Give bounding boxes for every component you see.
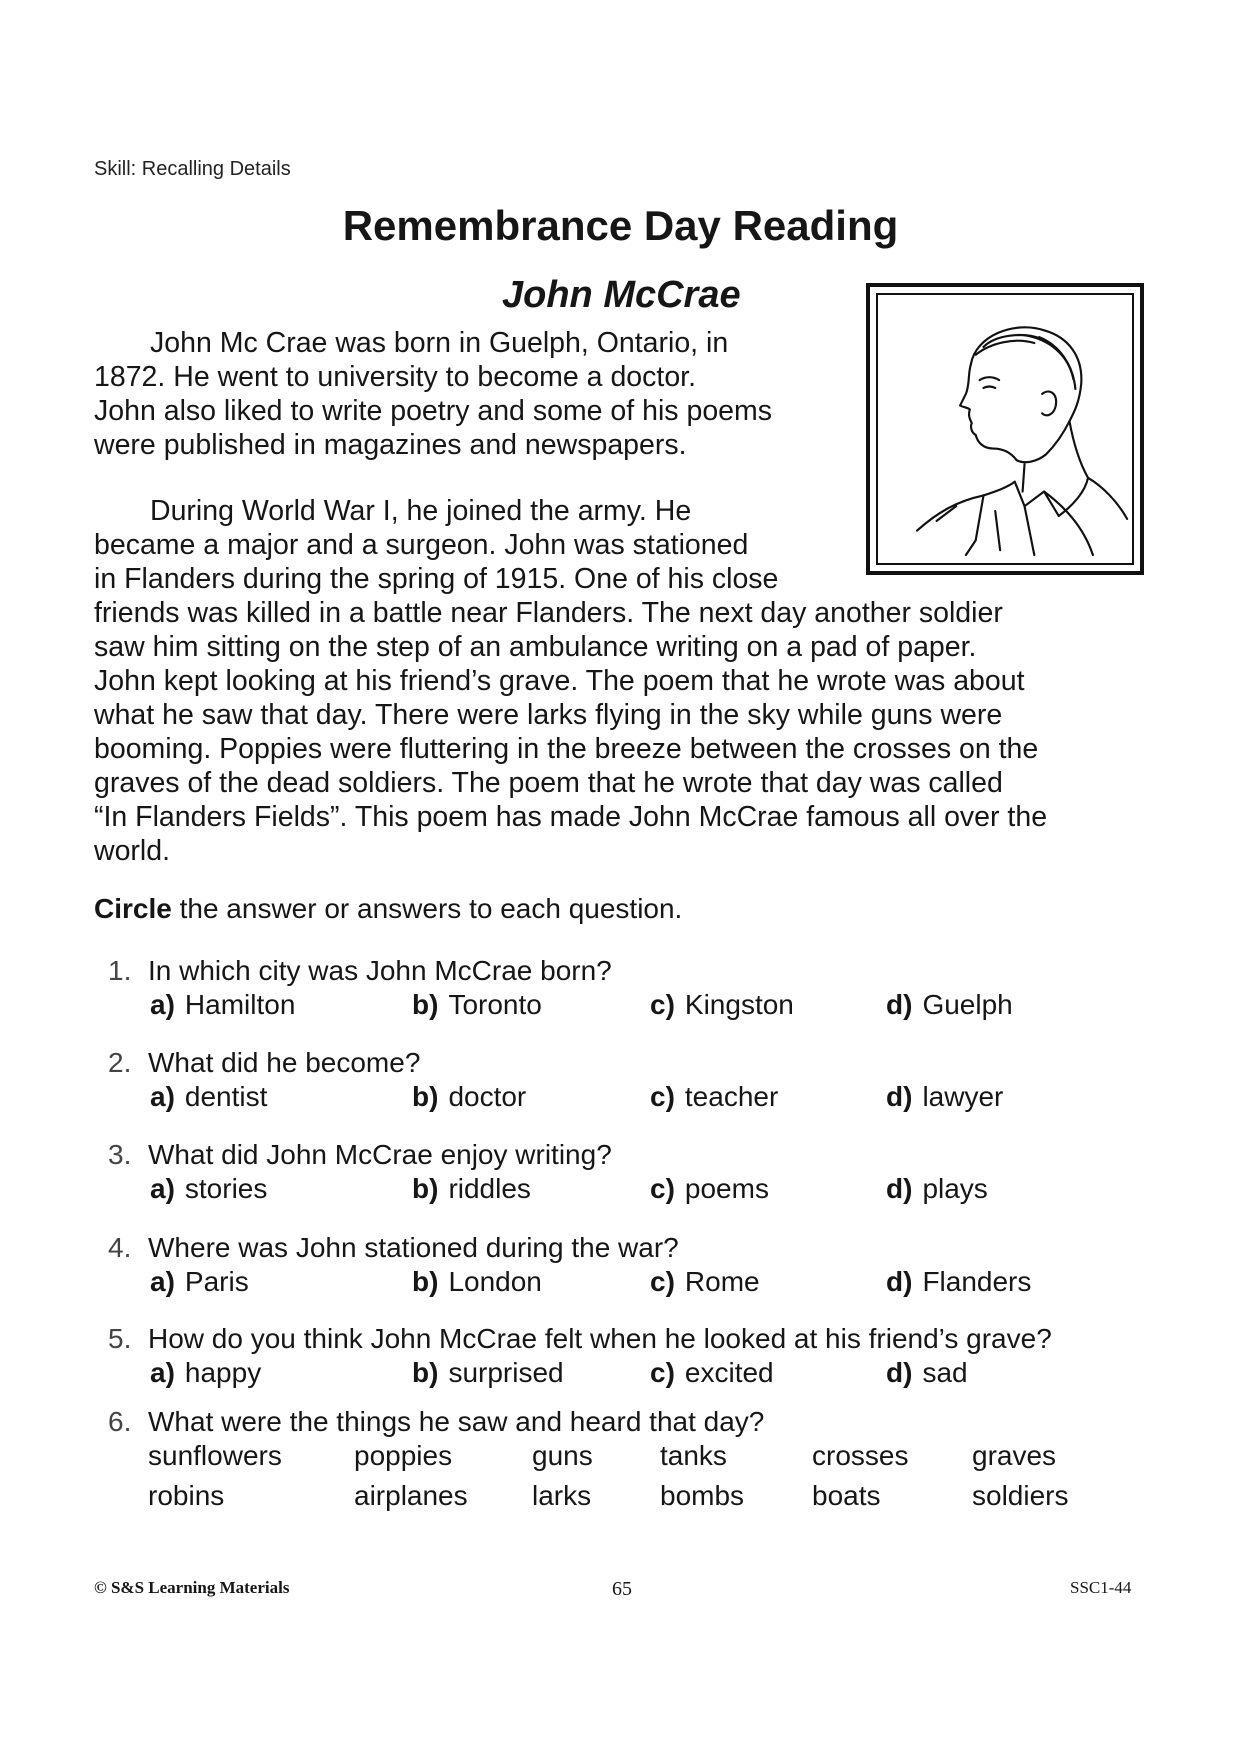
paragraph-line: John kept looking at his friend’s grave. The poem that he wrote was about <box>94 665 1025 697</box>
paragraph-line: friends was killed in a battle near Flanders. The next day another soldier <box>94 597 1003 629</box>
option-letter: b) <box>412 1081 439 1112</box>
answer-option[interactable] <box>150 1265 249 1299</box>
answer-option[interactable] <box>886 1356 968 1390</box>
option-letter: c) <box>650 1173 675 1204</box>
paragraph-line: John also liked to write poetry and some of his poems <box>94 395 773 427</box>
answer-option[interactable] <box>886 988 1013 1022</box>
option-letter: b) <box>412 1173 439 1204</box>
option-text: lawyer <box>922 1081 1004 1112</box>
option-text: poems <box>684 1173 769 1204</box>
word-option[interactable]: guns <box>532 1440 593 1471</box>
question-text: In which city was John McCrae born? <box>148 955 612 986</box>
question-text: What were the things he saw and heard that day? <box>148 1406 765 1437</box>
option-text: surprised <box>448 1357 564 1388</box>
page-title: Remembrance Day Reading <box>342 202 899 249</box>
option-text: doctor <box>448 1081 527 1112</box>
option-letter: d) <box>886 1173 913 1204</box>
option-text: Kingston <box>684 989 794 1020</box>
footer-copyright: © S&S Learning Materials <box>94 1578 290 1597</box>
word-option[interactable]: airplanes <box>354 1480 468 1511</box>
option-letter: a) <box>150 1357 175 1388</box>
option-text: Toronto <box>448 989 542 1020</box>
answer-option[interactable] <box>412 1172 531 1206</box>
reading-paragraph-1 <box>94 326 772 462</box>
answer-option[interactable] <box>650 1172 769 1206</box>
answer-options <box>108 1080 1004 1114</box>
word-option[interactable]: sunflowers <box>148 1440 282 1471</box>
word-option[interactable]: bombs <box>660 1480 745 1511</box>
answer-option[interactable] <box>886 1080 1003 1114</box>
question-number: 4. <box>108 1232 132 1263</box>
word-option[interactable]: robins <box>148 1480 225 1511</box>
answer-options <box>108 1172 988 1206</box>
paragraph-line: what he saw that day. There were larks flying in the sky while guns were <box>94 699 1003 731</box>
option-letter: c) <box>650 1081 675 1112</box>
option-text: Flanders <box>922 1266 1032 1297</box>
skill-label: Skill: Recalling Details <box>94 158 291 180</box>
answer-option[interactable] <box>412 1265 542 1299</box>
footer-code: SSC1-44 <box>1070 1578 1132 1597</box>
paragraph-line: world. <box>94 835 171 867</box>
option-text: stories <box>184 1173 268 1204</box>
option-text: Rome <box>684 1266 760 1297</box>
question-number: 3. <box>108 1139 132 1170</box>
option-text: sad <box>922 1357 968 1388</box>
answer-option[interactable] <box>412 988 542 1022</box>
paragraph-line: booming. Poppies were fluttering in the breeze between the crosses on the <box>94 733 1039 765</box>
option-text: happy <box>184 1357 262 1388</box>
answer-option[interactable] <box>650 1265 760 1299</box>
option-letter: d) <box>886 989 913 1020</box>
answer-option[interactable] <box>650 1080 778 1114</box>
question-number: 6. <box>108 1406 132 1437</box>
option-letter: a) <box>150 1081 175 1112</box>
paragraph-line: John Mc Crae was born in Guelph, Ontario, in <box>150 327 729 359</box>
paragraph-line: in Flanders during the spring of 1915. One of his close <box>94 563 779 595</box>
answer-options <box>108 1356 1052 1390</box>
question-number: 1. <box>108 955 132 986</box>
question-2 <box>108 1046 1004 1114</box>
option-letter: c) <box>650 1266 675 1297</box>
option-text: excited <box>684 1357 774 1388</box>
option-letter: c) <box>650 989 675 1020</box>
option-letter: a) <box>150 1173 175 1204</box>
answer-option[interactable] <box>412 1080 526 1114</box>
question-3 <box>108 1138 988 1206</box>
paragraph-line: saw him sitting on the step of an ambulance writing on a pad of paper. <box>94 631 977 663</box>
question-1 <box>108 954 1013 1022</box>
word-option[interactable]: larks <box>532 1480 592 1511</box>
option-text: Hamilton <box>184 989 296 1020</box>
answer-option[interactable] <box>150 1356 261 1390</box>
word-option[interactable]: tanks <box>660 1440 727 1471</box>
option-letter: a) <box>150 989 175 1020</box>
answer-option[interactable] <box>150 1080 267 1114</box>
option-letter: b) <box>412 989 439 1020</box>
word-option[interactable]: poppies <box>354 1440 453 1471</box>
paragraph-line: 1872. He went to university to become a doctor. <box>94 361 697 393</box>
word-option[interactable]: soldiers <box>972 1480 1069 1511</box>
question-4 <box>108 1231 1032 1299</box>
option-letter: d) <box>886 1081 913 1112</box>
option-letter: b) <box>412 1357 439 1388</box>
option-text: dentist <box>184 1081 268 1112</box>
word-option[interactable]: graves <box>972 1440 1057 1471</box>
paragraph-line: graves of the dead soldiers. The poem that he wrote that day was called <box>94 767 1003 799</box>
section-subtitle: John McCrae <box>502 274 741 316</box>
paragraph-line: During World War I, he joined the army. He <box>150 495 692 527</box>
instructions-text: the answer or answers to each question. <box>171 893 683 924</box>
answer-option[interactable] <box>150 1172 267 1206</box>
question-6 <box>108 1405 764 1439</box>
option-text: London <box>448 1266 542 1297</box>
question-text: Where was John stationed during the war? <box>148 1232 679 1263</box>
question-text: How do you think John McCrae felt when he looked at his friend’s grave? <box>148 1323 1052 1354</box>
question-text: What did John McCrae enjoy writing? <box>148 1139 612 1170</box>
option-letter: a) <box>150 1266 175 1297</box>
option-text: Paris <box>184 1266 249 1297</box>
answer-option[interactable] <box>412 1356 564 1390</box>
answer-options <box>108 988 1013 1022</box>
paragraph-line: became a major and a surgeon. John was stationed <box>94 529 749 561</box>
option-text: Guelph <box>922 989 1013 1020</box>
instructions <box>94 893 682 925</box>
footer-page-number: 65 <box>612 1578 632 1600</box>
question-text: What did he become? <box>148 1047 421 1078</box>
question-5 <box>108 1322 1052 1390</box>
answer-option[interactable] <box>650 988 794 1022</box>
option-text: plays <box>922 1173 988 1204</box>
word-option[interactable]: crosses <box>812 1440 909 1471</box>
option-letter: b) <box>412 1266 439 1297</box>
paragraph-line: were published in magazines and newspapers. <box>94 429 687 461</box>
answer-option[interactable] <box>886 1265 1031 1299</box>
answer-options <box>108 1265 1032 1299</box>
instructions-bold: Circle <box>94 893 172 924</box>
option-text: riddles <box>448 1173 531 1204</box>
answer-option[interactable] <box>886 1172 988 1206</box>
question-number: 5. <box>108 1323 132 1354</box>
option-letter: d) <box>886 1266 913 1297</box>
option-letter: d) <box>886 1357 913 1388</box>
question-number: 2. <box>108 1047 132 1078</box>
paragraph-line: “In Flanders Fields”. This poem has made John McCrae famous all over the <box>94 801 1048 833</box>
reading-paragraph-2 <box>94 494 1047 868</box>
option-text: teacher <box>684 1081 779 1112</box>
word-option[interactable]: boats <box>812 1480 881 1511</box>
answer-option[interactable] <box>150 988 295 1022</box>
answer-option[interactable] <box>650 1356 774 1390</box>
option-letter: c) <box>650 1357 675 1388</box>
